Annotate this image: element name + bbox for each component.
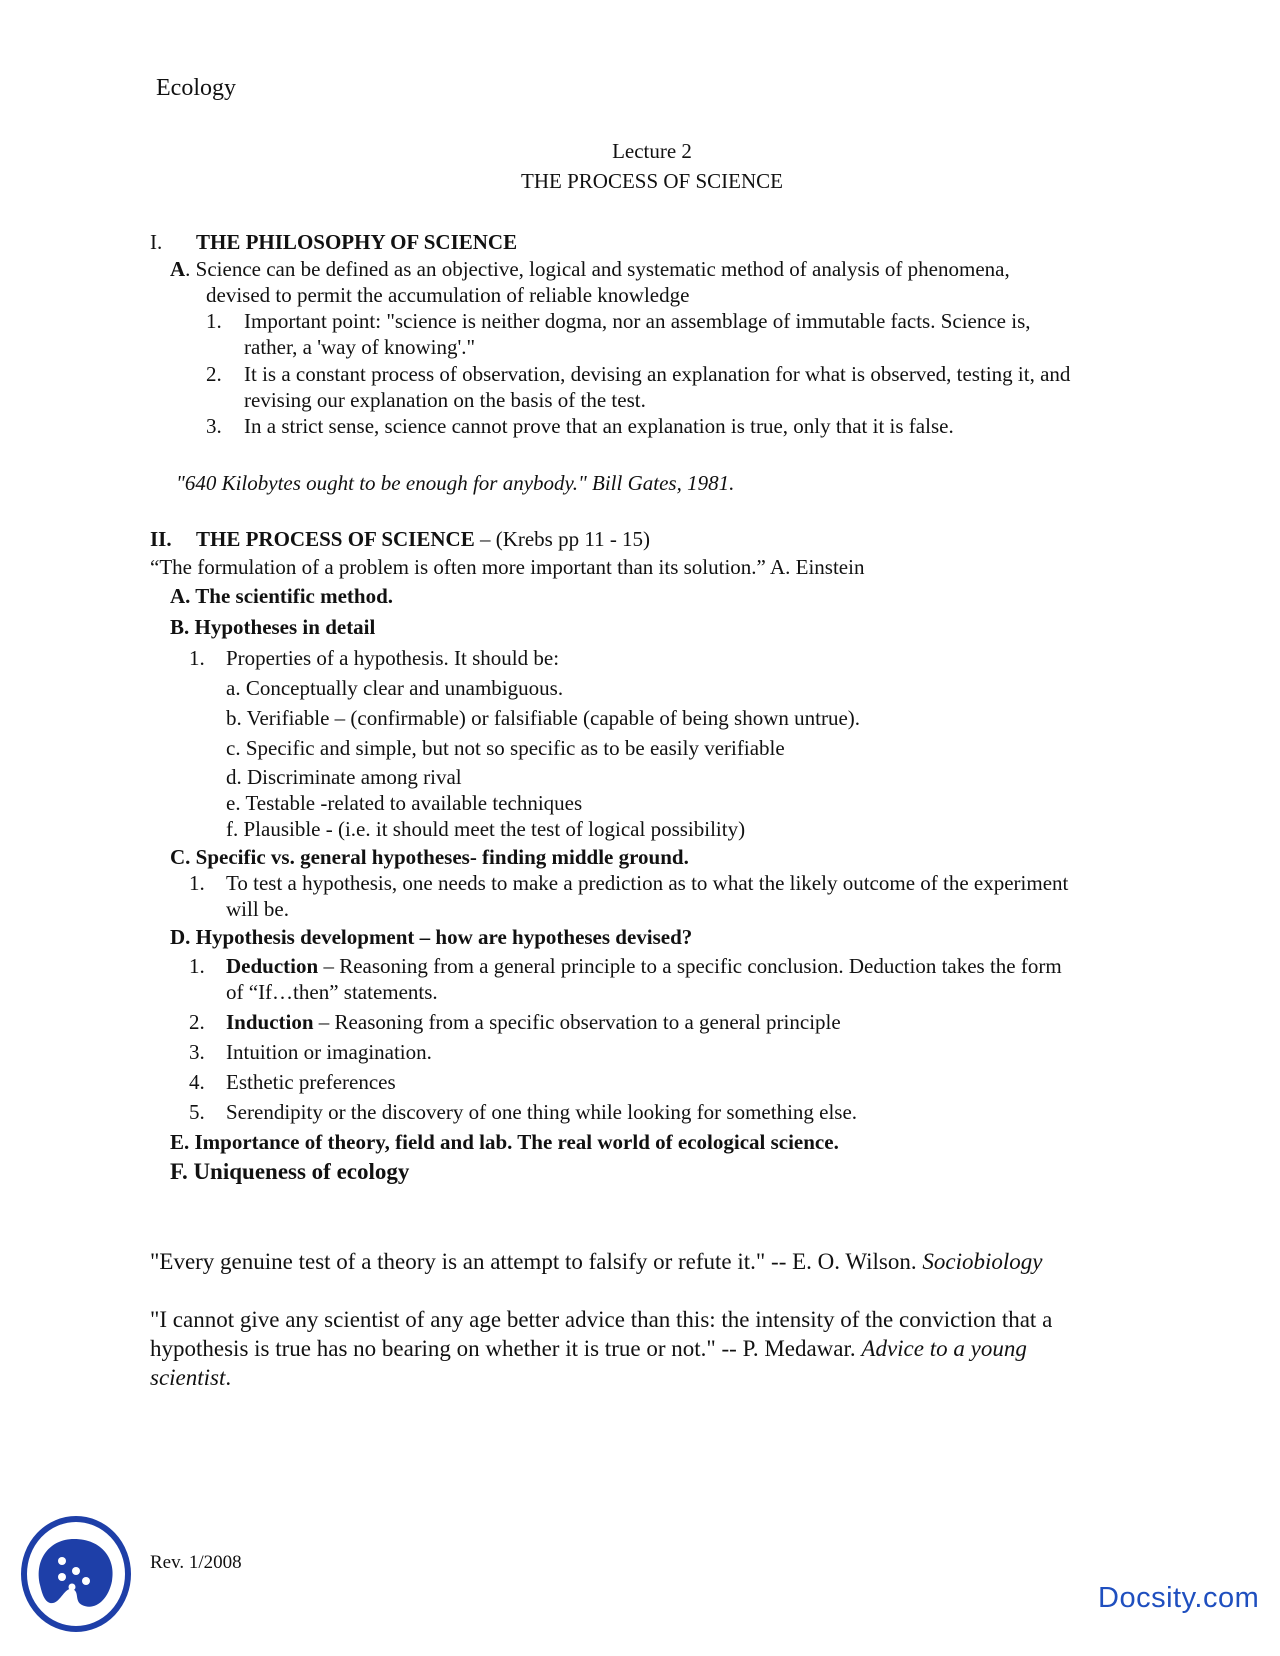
wilson-quote: "Every genuine test of a theory is an attempt to falsify or refute it." -- E. O. Wilson. Sociobiology	[150, 1249, 1043, 1274]
list-number: 1.	[189, 954, 205, 978]
section-1-numeral: I.	[150, 230, 163, 254]
section-1-item-a-cont: devised to permit the accumulation of reliable knowledge	[206, 283, 690, 307]
section-2-item-c: C. Specific vs. general hypotheses- finding middle ground.	[170, 845, 689, 869]
list-item-text: of “If…then” statements.	[226, 980, 438, 1004]
property-item: b. Verifiable – (confirmable) or falsifiable (capable of being shown untrue).	[226, 706, 861, 730]
property-item: a. Conceptually clear and unambiguous.	[226, 676, 564, 700]
list-item-text: Intuition or imagination.	[226, 1040, 432, 1064]
list-item-text: Induction – Reasoning from a specific observation to a general principle	[226, 1010, 841, 1034]
lecture-title: THE PROCESS OF SCIENCE	[521, 169, 783, 193]
medawar-quote-line-2: hypothesis is true has no bearing on whether it is true or not." -- P. Medawar. Advice to a young	[150, 1336, 1027, 1361]
section-2-item-d: D. Hypothesis development – how are hypotheses devised?	[170, 925, 693, 949]
section-2-item-a: A. The scientific method.	[170, 584, 394, 608]
list-number: 1.	[206, 309, 222, 333]
course-title: Ecology	[156, 75, 236, 101]
revision-note: Rev. 1/2008	[150, 1552, 242, 1573]
property-item: d. Discriminate among rival	[226, 765, 462, 789]
list-number: 4.	[189, 1070, 205, 1094]
list-item-text: Deduction – Reasoning from a general principle to a specific conclusion. Deduction takes the form	[226, 954, 1062, 978]
list-number: 1.	[189, 646, 205, 670]
list-item-text: Properties of a hypothesis. It should be:	[226, 646, 560, 670]
list-item-text: revising our explanation on the basis of the test.	[244, 388, 646, 412]
list-number: 1.	[189, 871, 205, 895]
list-item-text: In a strict sense, science cannot prove that an explanation is true, only that it is false.	[244, 414, 954, 438]
section-2-item-e: E. Importance of theory, field and lab. The real world of ecological science.	[170, 1130, 839, 1154]
section-2-item-f: F. Uniqueness of ecology	[170, 1159, 410, 1184]
medawar-quote-line-1: "I cannot give any scientist of any age better advice than this: the intensity of the conviction that a	[150, 1307, 1053, 1332]
list-number: 2.	[189, 1010, 205, 1034]
property-item: f. Plausible - (i.e. it should meet the test of logical possibility)	[226, 817, 746, 841]
einstein-epigraph: “The formulation of a problem is often more important than its solution.” A. Einstein	[150, 555, 865, 579]
list-item-text: To test a hypothesis, one needs to make a prediction as to what the likely outcome of the experiment	[226, 871, 1069, 895]
property-item: e. Testable -related to available techniques	[226, 791, 583, 815]
section-2-item-b: B. Hypotheses in detail	[170, 615, 376, 639]
gates-quote: "640 Kilobytes ought to be enough for anybody." Bill Gates, 1981.	[176, 471, 735, 495]
list-item-text: Serendipity or the discovery of one thing while looking for something else.	[226, 1100, 858, 1124]
list-item-text: will be.	[226, 897, 289, 921]
list-number: 5.	[189, 1100, 205, 1124]
section-2-numeral: II.	[150, 527, 172, 551]
list-item-text: It is a constant process of observation, devising an explanation for what is observed, testing it, and	[244, 362, 1071, 386]
property-item: c. Specific and simple, but not so specific as to be easily verifiable	[226, 736, 785, 760]
list-item-text: Esthetic preferences	[226, 1070, 396, 1094]
list-item-text: Important point: "science is neither dogma, nor an assemblage of immutable facts. Science is,	[244, 309, 1031, 333]
medawar-quote-line-3: scientist.	[150, 1365, 232, 1390]
docsity-logo-icon	[20, 1515, 132, 1633]
section-2-heading: THE PROCESS OF SCIENCE – (Krebs pp 11 - 15)	[196, 527, 651, 551]
lecture-number: Lecture 2	[612, 139, 692, 163]
list-number: 3.	[189, 1040, 205, 1064]
list-item-text: rather, a 'way of knowing'."	[244, 335, 476, 359]
section-1-heading: THE PHILOSOPHY OF SCIENCE	[196, 230, 518, 254]
section-1-item-a: A. Science can be defined as an objective, logical and systematic method of analysis of phenomena,	[170, 257, 1010, 281]
list-number: 2.	[206, 362, 222, 386]
docsity-watermark[interactable]: Docsity.com	[1098, 1582, 1260, 1614]
list-number: 3.	[206, 414, 222, 438]
